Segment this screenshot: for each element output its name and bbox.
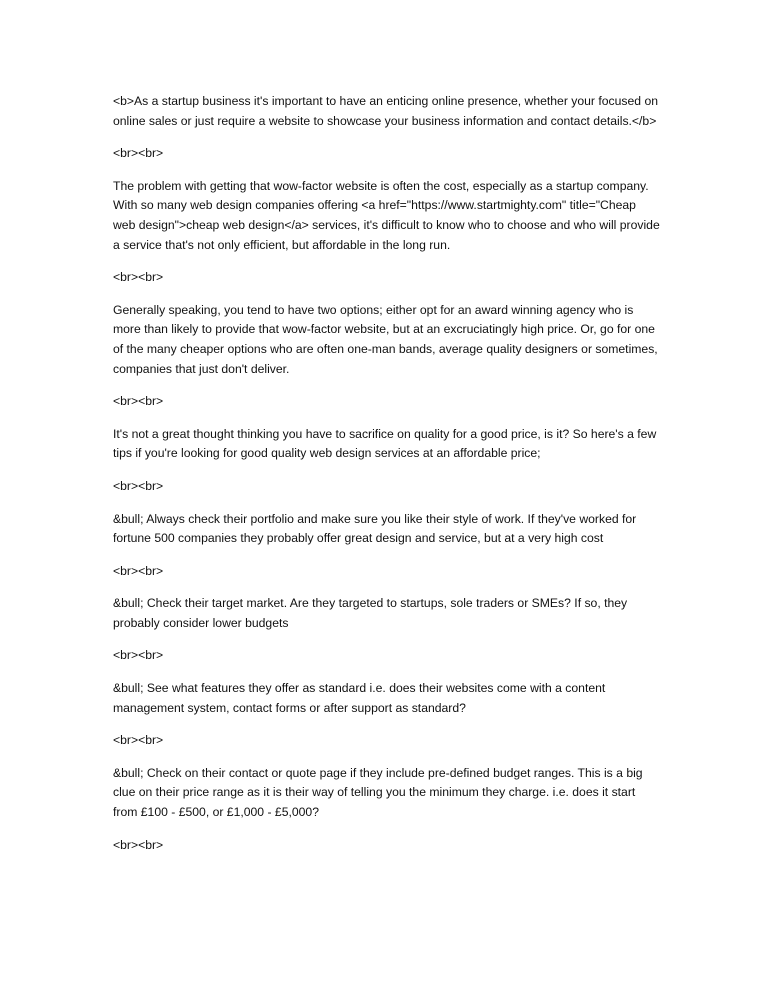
paragraph-break: <br><br>: [113, 146, 164, 161]
paragraph-break: <br><br>: [113, 394, 164, 409]
paragraph-problem: The problem with getting that wow-factor website is often the cost, especially as a startup company. With so many web design companies offering <a href="https://www.startmighty.com" title="Cheap web design">cheap web design</a> services, it's difficult to know who to choose and who will provide a service that's not only efficient, but affordable in the long run.: [113, 178, 660, 252]
paragraph-tip-target-market: &bull; Check their target market. Are they targeted to startups, sole traders or SMEs? If so, they probably consider lower budgets: [113, 596, 628, 630]
paragraph-tip-portfolio: &bull; Always check their portfolio and make sure you like their style of work. If they've worked for fortune 500 companies they probably offer great design and service, but at a very high cost: [113, 511, 637, 546]
paragraph-tips-intro: It's not a great thought thinking you have to sacrifice on quality for a good price, is it? So here's a few tips if you're looking for good quality web design services at an affordable price;: [113, 426, 657, 461]
paragraph-break: <br><br>: [113, 478, 164, 493]
paragraph-break: <br><br>: [113, 837, 164, 852]
paragraph-break: <br><br>: [113, 270, 164, 285]
paragraph-break: <br><br>: [113, 733, 164, 748]
paragraph-options: Generally speaking, you tend to have two options; either opt for an award winning agency who is more than likely to provide that wow-factor website, but at an excruciatingly high price. Or, go for one of the many cheaper options who are often one-man bands, average quality designers or sometimes, companies that just don't deliver.: [113, 302, 658, 376]
paragraph-break: <br><br>: [113, 563, 164, 578]
paragraph-tip-budget: &bull; Check on their contact or quote page if they include pre-defined budget ranges. This is a big clue on their price range as it is their way of telling you the minimum they charge. i.e. does it start from £100 - £500, or £1,000 - £5,000?: [113, 765, 643, 820]
paragraph-intro: <b>As a startup business it's important to have an enticing online presence, whether your focused on online sales or just require a website to showcase your business information and contact details.</b>: [113, 94, 658, 128]
paragraph-tip-features: &bull; See what features they offer as standard i.e. does their websites come with a content management system, contact forms or after support as standard?: [113, 681, 606, 715]
paragraph-break: <br><br>: [113, 648, 164, 663]
document-body: [113, 92, 661, 868]
